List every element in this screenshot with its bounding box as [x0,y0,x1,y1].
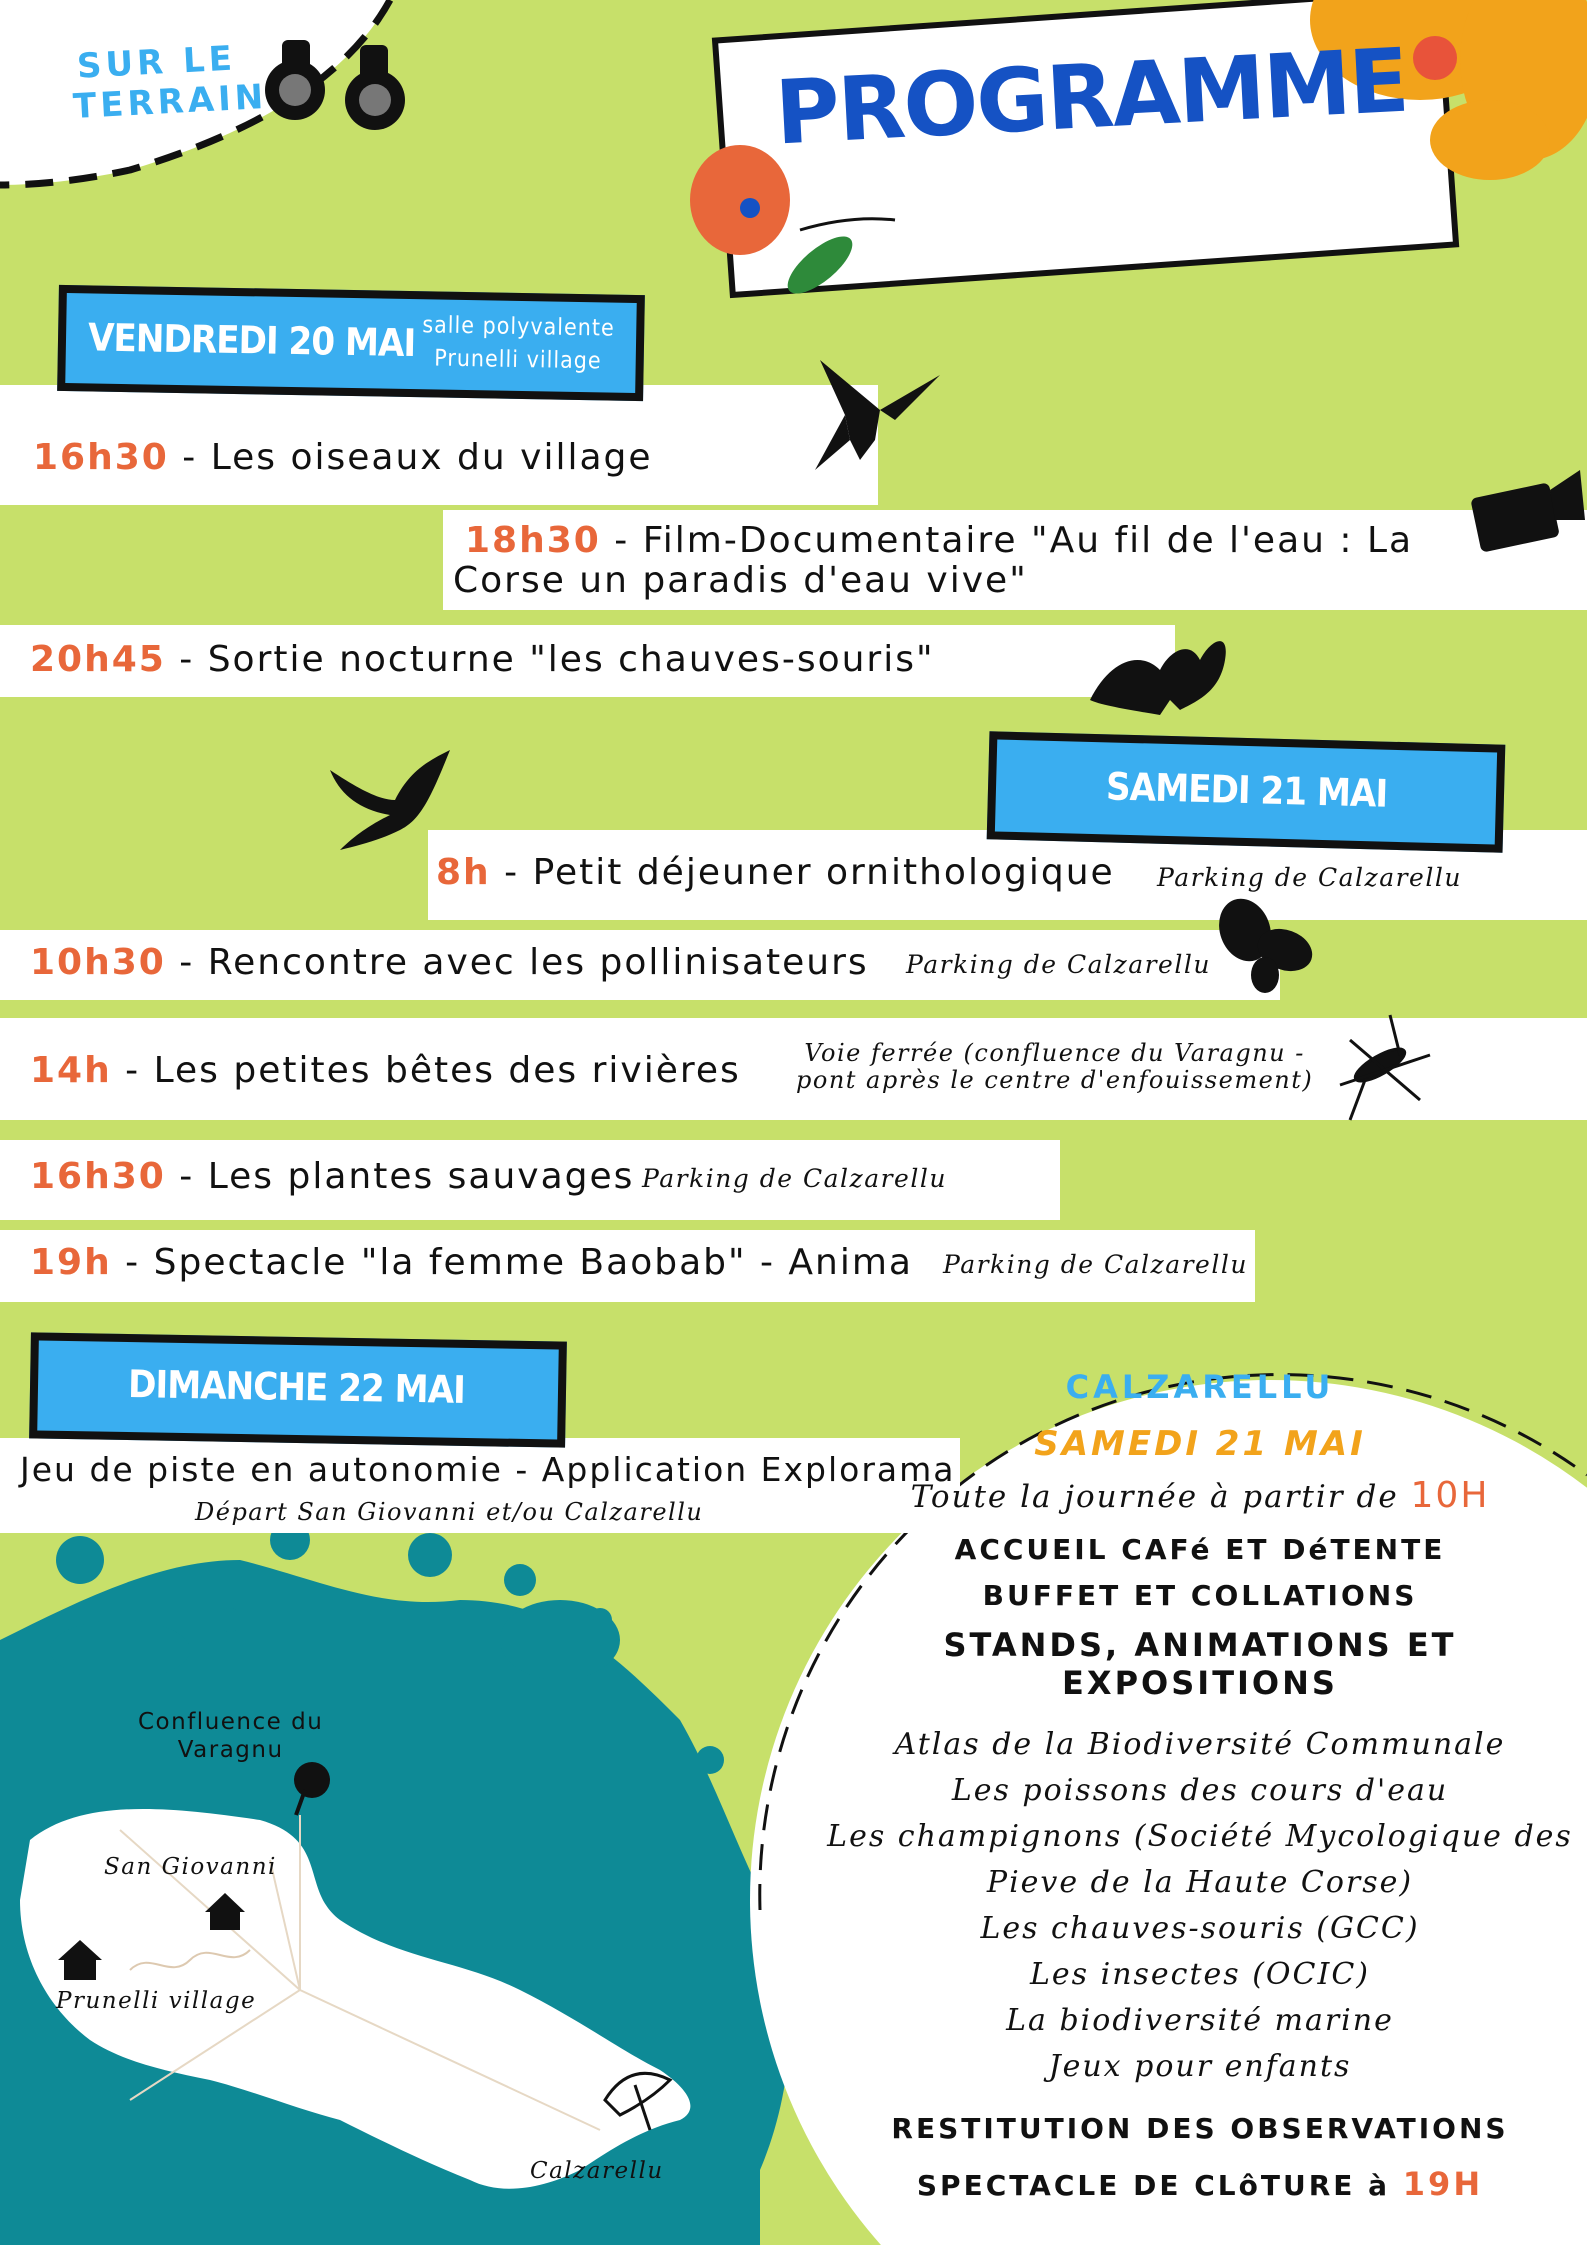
all-day-time: 10H [1410,1475,1490,1516]
day-label: VENDREDI 20 MAI [87,315,416,366]
event-title: - Les petites bêtes des rivières [111,1050,741,1091]
line-buffet: BUFFET ET COLLATIONS [982,1579,1418,1612]
event-location: Parking de Calzarellu [906,950,1211,979]
event-saturday-3 [30,1050,741,1091]
event-location: Parking de Calzarellu [642,1164,947,1193]
event-title-line-2: Corse un paradis d'eau vive" [453,560,1028,601]
line-restitution: RESTITUTION DES OBSERVATIONS [891,2112,1509,2145]
terrain-label: TERRAIN [72,76,269,128]
event-saturday-2 [30,942,869,983]
list-item: Les poissons des cours d'eau [951,1773,1449,1808]
event-saturday-4 [30,1156,634,1197]
all-day-text: Toute la journée à partir de [910,1479,1399,1515]
map-label-prunelli: Prunelli village [56,1988,257,2014]
venue [421,309,615,378]
event-location [796,1040,1313,1094]
event-time: 16h30 [33,437,169,478]
event-title: - Spectacle "la femme Baobab" - Anima [111,1242,913,1283]
line-accueil: ACCUEIL CAFé ET DéTENTE [954,1533,1446,1566]
event-title: - Rencontre avec les pollinisateurs [165,942,869,983]
list-item: Les insectes (OCIC) [1030,1957,1370,1992]
calzarellu-all-day [820,1475,1580,1516]
day-badge-sunday [29,1332,567,1447]
location-line-2: pont après le centre d'enfouissement) [796,1066,1314,1094]
event-sunday-title: Jeu de piste en autonomie - Application Explorama [20,1450,956,1489]
location-line-1: Voie ferrée (confluence du Varagnu - [804,1039,1305,1067]
day-label: DIMANCHE 22 MAI [127,1362,466,1412]
list-item: Pieve de la Haute Corse) [986,1865,1414,1900]
event-time: 19h [30,1242,112,1283]
event-title: - Petit déjeuner ornithologique [490,852,1115,893]
event-saturday-1 [436,852,1115,893]
map-label-confluence [138,1708,323,1764]
event-time: 10h30 [30,942,166,983]
event-friday-2 [453,521,1413,601]
event-title: - Sortie nocturne "les chauves-souris" [165,639,935,680]
confluence-line-2: Varagnu [177,1737,284,1763]
event-time: 20h45 [30,639,166,680]
event-friday-3 [30,639,935,680]
event-saturday-5 [30,1242,913,1283]
line-stands [820,1626,1580,1702]
event-location: Parking de Calzarellu [943,1250,1248,1279]
confluence-line-1: Confluence du [138,1709,324,1735]
event-title: - Film-Documentaire "Au fil de l'eau : La [600,520,1414,561]
calzarellu-date: SAMEDI 21 MAI [1034,1424,1366,1464]
page-title: PROGRAMME [772,28,1410,165]
event-title: - Les oiseaux du village [168,437,653,478]
event-time: 16h30 [30,1156,166,1197]
event-time: 8h [436,852,491,893]
list-item: Les champignons (Société Mycologique des [827,1819,1573,1854]
event-time: 18h30 [465,520,601,561]
list-item: Atlas de la Biodiversité Communale [894,1727,1506,1762]
exhibitors-list [820,1722,1580,2090]
event-friday-1 [33,437,653,478]
day-badge-saturday [987,731,1506,852]
event-sunday-location: Départ San Giovanni et/ou Calzarellu [195,1498,704,1526]
sur-le-label: SUR LE [76,38,237,87]
venue-line-1: salle polyvalente [422,312,615,342]
list-item: Les chauves-souris (GCC) [980,1911,1420,1946]
day-badge-friday [57,285,645,401]
event-time: 14h [30,1050,112,1091]
line-closing [820,2165,1580,2203]
day-label: SAMEDI 21 MAI [1105,764,1388,816]
sur-le-terrain [70,37,268,127]
map-label-san-giovanni: San Giovanni [104,1854,277,1880]
list-item: La biodiversité marine [1006,2003,1394,2038]
list-item: Jeux pour enfants [1048,2049,1352,2084]
closing-time: 19H [1402,2165,1484,2203]
event-location: Parking de Calzarellu [1157,863,1462,892]
map-label-calzarellu: Calzarellu [530,2158,664,2184]
calzarellu-place: CALZARELLU [1065,1368,1335,1406]
closing-text: SPECTACLE DE CLôTURE à [916,2169,1391,2202]
stands-line-2: EXPOSITIONS [1062,1664,1338,1702]
event-title: - Les plantes sauvages [165,1156,635,1197]
venue-line-2: Prunelli village [434,345,602,375]
stands-line-1: STANDS, ANIMATIONS ET [943,1626,1457,1664]
